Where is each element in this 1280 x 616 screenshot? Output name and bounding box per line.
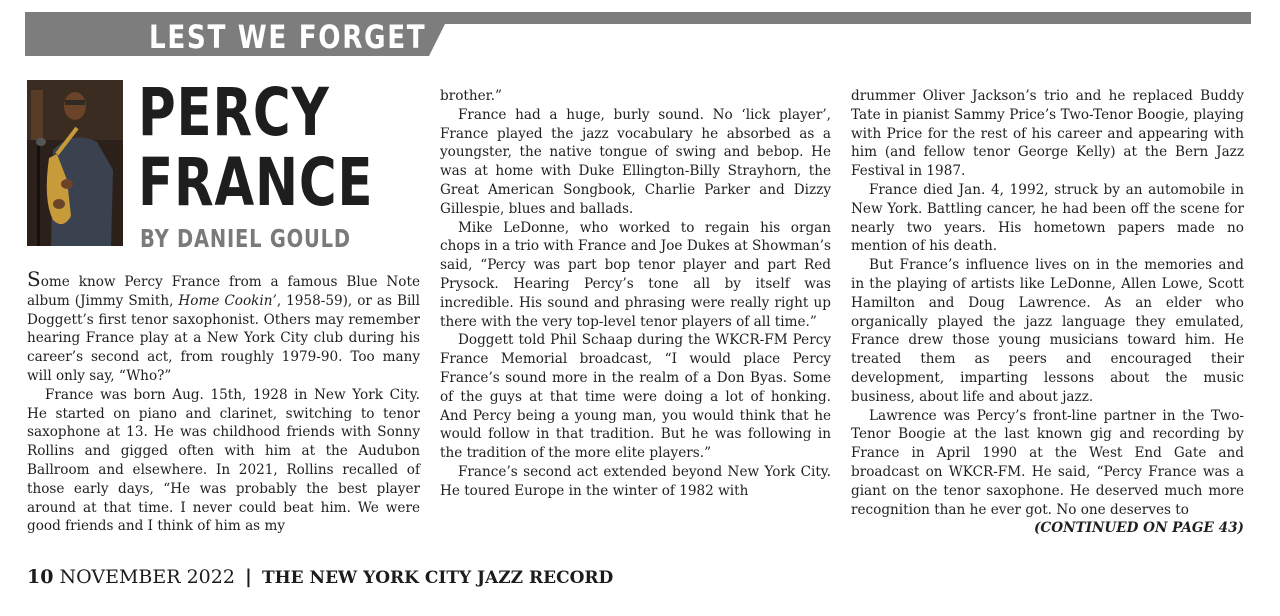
- continued-link[interactable]: (CONTINUED ON PAGE 43): [1034, 520, 1244, 537]
- page-footer: [27, 566, 613, 588]
- paragraph: brother.”: [440, 88, 502, 104]
- paragraph: drummer Oliver Jackson’s trio and he replaced Buddy Tate in pianist Sammy Price’s Two-Tenor Boogie, playing with Price for the rest of his career and appearing with him (and fellow tenor George Kelly) at the Bern Jazz Festival in 1987.: [851, 88, 1244, 180]
- section-banner: [25, 12, 1251, 56]
- page-number: 10: [27, 566, 54, 588]
- paragraph-text: ome know Percy France from a famous Blue Note album (Jimmy Smith,: [27, 274, 420, 309]
- paragraph: Doggett told Phil Schaap during the WKCR-FM Percy France Memorial broadcast, “I would place Percy France’s sound more in the realm of a Don Byas. Some of the guys at that time were doing a lot of honking. And Percy being a young man, you would think that he would follow in that tradition. But he was following in the tradition of the more elite players.”: [440, 332, 831, 462]
- saxophonist-photo-icon: [27, 80, 123, 246]
- paragraph: [27, 267, 421, 386]
- headline-line-1: PERCY: [138, 74, 330, 151]
- byline: BY DANIEL GOULD: [140, 224, 351, 253]
- paragraph: France’s second act extended beyond New York City. He toured Europe in the winter of 1982 with: [440, 463, 831, 499]
- article-column-2: [440, 87, 831, 501]
- footer-separator: |: [245, 566, 252, 588]
- article-column-1: [27, 267, 421, 536]
- paragraph: France had a huge, burly sound. No ‘lick player’, France played the jazz vocabulary he absorbed as a youngster, the native tongue of swing and bebop. He was at home with Duke Ellington-Billy Strayhorn, the Great American Songbook, Charlie Parker and Dizzy Gillespie, blues and ballads.: [440, 106, 831, 217]
- publication-name: THE NEW YORK CITY JAZZ RECORD: [261, 568, 614, 588]
- section-title: LEST WE FORGET: [149, 18, 427, 56]
- issue-date: NOVEMBER 2022: [59, 566, 235, 588]
- paragraph-text: , 1958-59), or as Bill Doggett’s first tenor saxophonist. Others may remember hearing France play at a New York City club during his career’s second act, from roughly 1979-90. Too many will only say, “Who?”: [27, 292, 421, 384]
- paragraph: Lawrence was Percy’s front-line partner in the Two-Tenor Boogie at the last known gig and recording by France in April 1990 at the West End Gate and broadcast on WKCR-FM. He said, “Percy France was a giant on the tenor saxophone. He deserved much more recognition than he ever got. No one deserves to: [851, 407, 1244, 518]
- paragraph: France died Jan. 4, 1992, struck by an automobile in New York. Battling cancer, he had been off the scene for nearly two years. His hometown papers made no mention of his death.: [851, 181, 1244, 255]
- article-column-3: [851, 87, 1244, 538]
- headline-line-2: FRANCE: [138, 144, 374, 221]
- paragraph: But France’s influence lives on in the memories and in the playing of artists like LeDonne, Allen Lowe, Scott Hamilton and Doug Lawrence. As an elder who organically played the jazz language they emulated, France drew those young musicians toward him. He treated them as peers and encouraged their development, imparting lessons about the music business, about life and about jazz.: [851, 257, 1244, 405]
- paragraph: Mike LeDonne, who worked to regain his organ chops in a trio with France and Joe Dukes at Showman’s said, “Percy was part bop tenor player and part Red Prysock. Hearing Percy’s tone all by itself was incredible. His sound and phrasing were really right up there with the very top-level tenor players of all time.”: [440, 219, 831, 330]
- paragraph: France was born Aug. 15th, 1928 in New York City. He started on piano and clarinet, switching to tenor saxophone at 13. He was childhood friends with Sonny Rollins and gigged often with him at the Audubon Ballroom and elsewhere. In 2021, Rollins recalled of those early days, “He was probably the best player around at that time. I never could beat him. We were good friends and I think of him as my: [27, 386, 420, 535]
- drop-cap: S: [27, 267, 41, 291]
- album-title: Home Cookin’: [178, 292, 277, 309]
